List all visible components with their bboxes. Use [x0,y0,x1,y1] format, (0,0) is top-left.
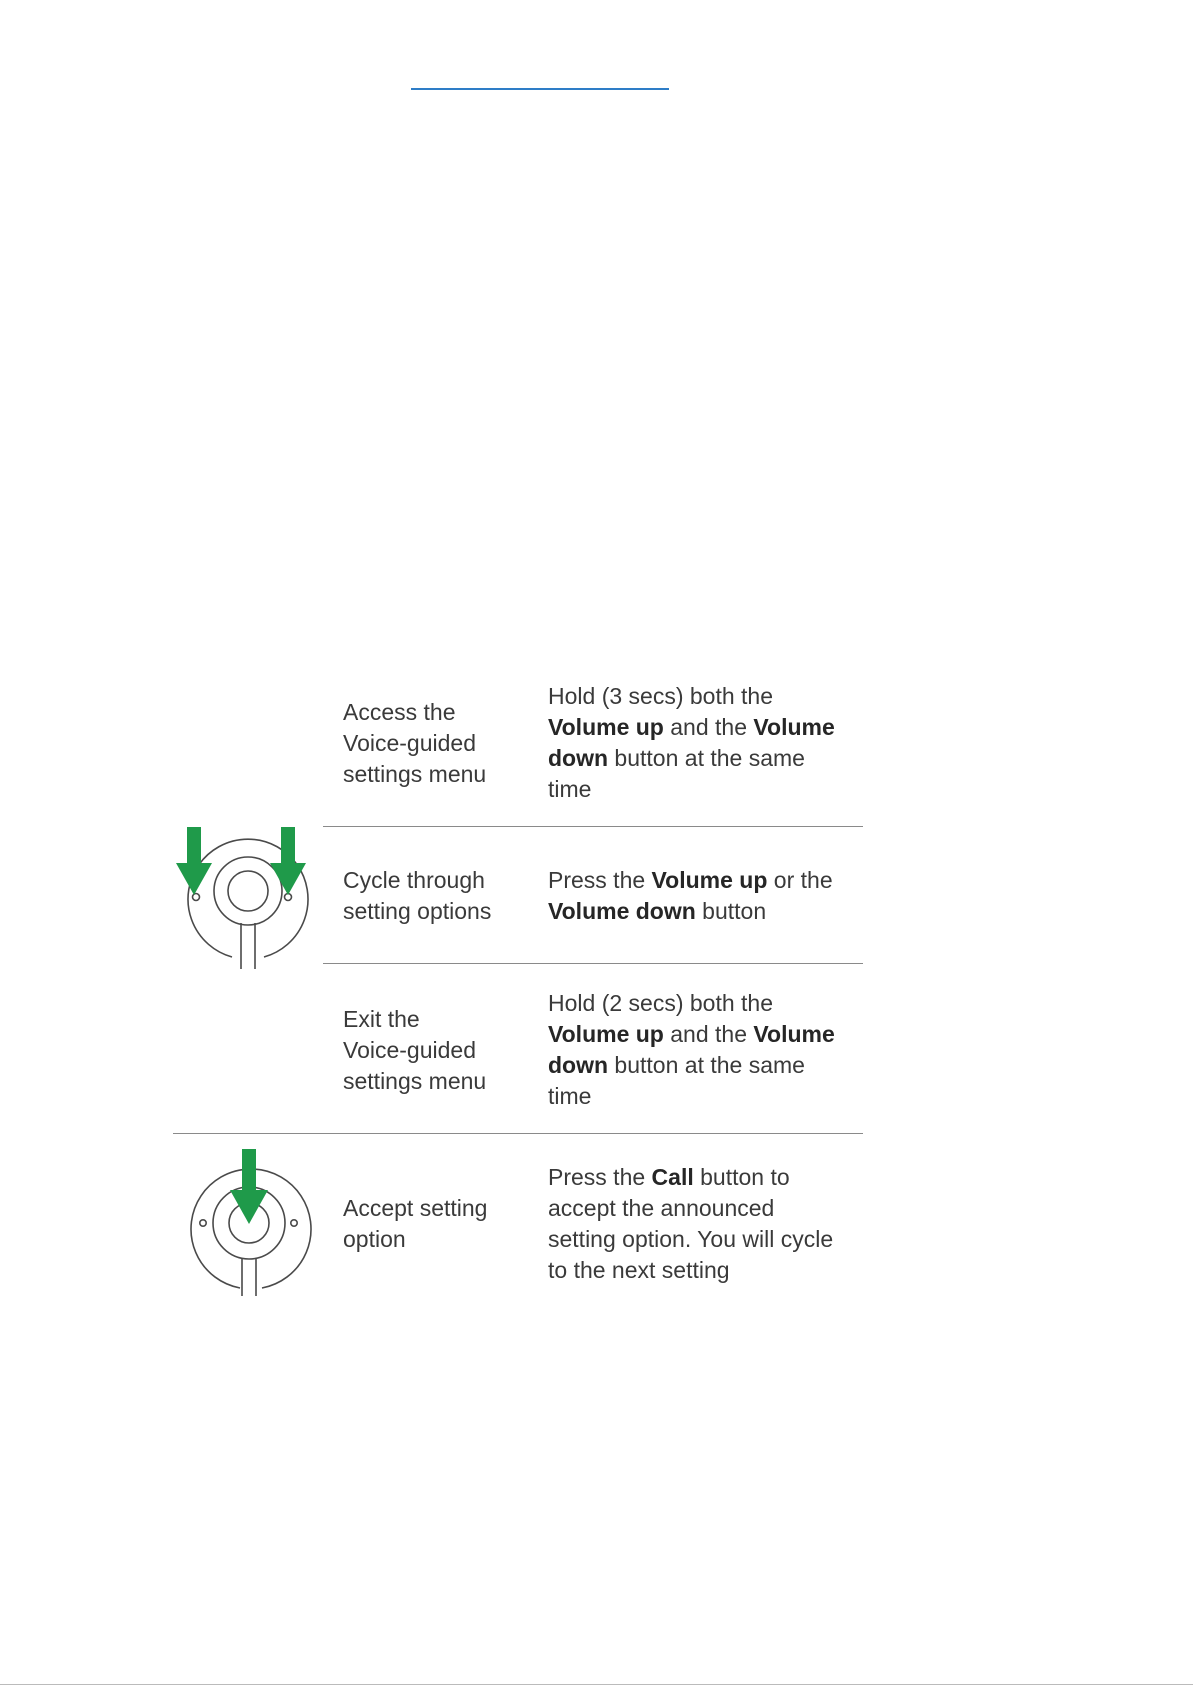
row-4-action [548,1162,838,1286]
action-text-part: button [695,898,767,924]
headset-call-button-icon [186,1148,312,1296]
button-name: Call [651,1164,694,1190]
arrow-icon [230,1149,268,1224]
action-text-part: Press the [548,867,652,893]
action-text-part: button to accept the announced setting option. You will cycle to the next setting [548,1164,834,1283]
row-2-action [548,865,868,927]
row-2-label: Cycle through setting options [343,867,492,924]
action-text-part: Hold (2 secs) both the [548,990,774,1016]
row-4-label: Accept setting option [343,1195,488,1252]
link-underline [411,88,669,90]
action-text-part: button at the same time [548,1052,805,1109]
button-name: Volume down [548,714,835,771]
arrow-icon [176,827,306,895]
button-name: Volume up [651,867,768,893]
action-text-part: and the [663,714,754,740]
row-3-action [548,988,848,1112]
button-name: Volume down [548,1021,835,1078]
row-1-label: Access the Voice-guided settings menu [343,699,487,787]
button-name: Volume up [548,714,664,740]
row-divider-1 [323,826,863,827]
button-name: Volume up [548,1021,664,1047]
row-divider-2 [323,963,863,964]
action-text-part: Hold (3 secs) both the [548,683,774,709]
action-text-part: and the [663,1021,754,1047]
button-name: Volume down [548,898,696,924]
row-1-action [548,681,848,805]
headset-volume-buttons-icon [176,823,316,969]
action-text-part: Press the [548,1164,652,1190]
page-edge [0,1684,1193,1685]
row-3-label: Exit the Voice-guided settings menu [343,1006,487,1094]
action-text-part: or the [767,867,833,893]
action-text-part: button at the same time [548,745,805,802]
row-divider-3 [173,1133,863,1134]
